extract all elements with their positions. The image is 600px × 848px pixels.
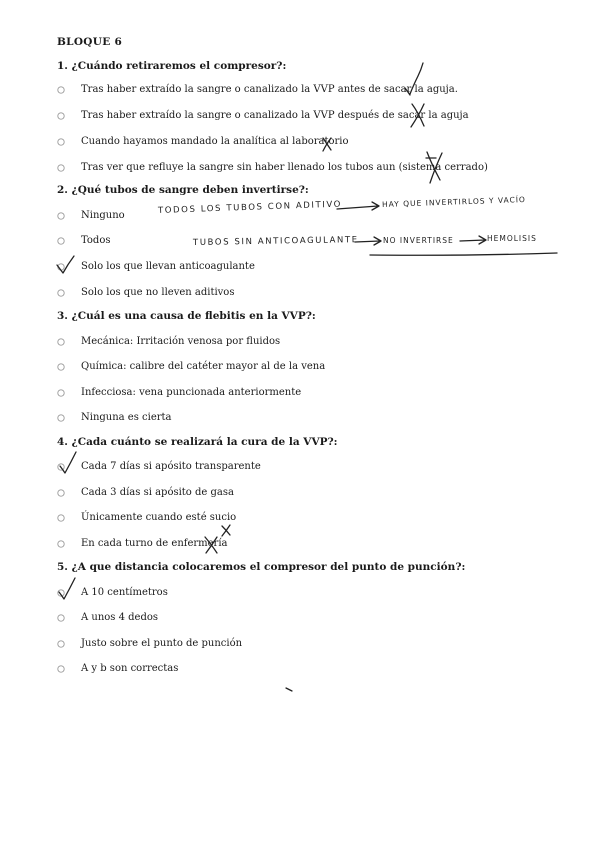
- radio-button-icon[interactable]: [57, 164, 65, 172]
- radio-button-icon[interactable]: [57, 263, 65, 271]
- radio-button-icon[interactable]: [57, 237, 65, 245]
- option-label: Cada 3 días si apósito de gasa: [81, 487, 234, 498]
- option-label: Mecánica: Irritación venosa por fluidos: [81, 336, 281, 347]
- radio-button-icon[interactable]: [57, 665, 65, 673]
- arrow-right-icon: [337, 206, 378, 209]
- stray-ink-mark: [286, 688, 292, 691]
- option-label: Solo los que llevan anticoagulante: [81, 261, 255, 272]
- radio-button-icon[interactable]: [57, 589, 65, 597]
- question-2-text: 2. ¿Qué tubos de sangre deben invertirse?:: [57, 184, 309, 196]
- option-label: Únicamente cuando esté sucio: [81, 512, 237, 523]
- radio-button-icon[interactable]: [57, 338, 65, 346]
- option-label: A y b son correctas: [81, 663, 179, 674]
- option-label: Justo sobre el punto de punción: [81, 638, 243, 649]
- handwritten-note-1b: HAY QUE INVERTIRLOS Y VACÍO: [381, 194, 527, 209]
- radio-button-icon[interactable]: [57, 463, 65, 471]
- cross-mark-icon: [222, 526, 230, 535]
- option-label: Ninguno: [81, 210, 125, 221]
- radio-button-icon[interactable]: [57, 112, 65, 120]
- radio-button-icon[interactable]: [57, 86, 65, 94]
- option-label: Tras ver que refluye la sangre sin haber llenado los tubos aun (sistema cerrado): [81, 162, 488, 173]
- question-4-text: 4. ¿Cada cuánto se realizará la cura de la VVP?:: [57, 436, 338, 448]
- option-label: Infecciosa: vena puncionada anteriormente: [81, 387, 302, 398]
- radio-button-icon[interactable]: [57, 212, 65, 220]
- option-label: Tras haber extraído la sangre o canalizado la VVP antes de sacar la aguja.: [81, 84, 458, 95]
- option-label: En cada turno de enfermería: [81, 538, 228, 549]
- arrow-right-icon: [460, 240, 485, 241]
- option-label: Cuando hayamos mandado la analítica al laboratorio: [81, 136, 349, 147]
- option-label: A 10 centímetros: [81, 587, 168, 598]
- question-3-text: 3. ¿Cuál es una causa de flebitis en la VVP?:: [57, 310, 316, 322]
- question-1-text: 1. ¿Cuándo retiraremos el compresor?:: [57, 60, 287, 72]
- radio-button-icon[interactable]: [57, 363, 65, 371]
- handwritten-note-2c: HEMOLISIS: [487, 234, 537, 243]
- handwritten-note-2a: TUBOS SIN ANTICOAGULANTE: [192, 235, 359, 248]
- option-label: Tras haber extraído la sangre o canalizado la VVP después de sacar la aguja: [81, 110, 469, 121]
- radio-button-icon[interactable]: [57, 138, 65, 146]
- question-5-text: 5. ¿A que distancia colocaremos el compresor del punto de punción?:: [57, 561, 466, 573]
- radio-button-icon[interactable]: [57, 489, 65, 497]
- option-label: Todos: [81, 235, 111, 246]
- handwritten-note-2b: NO INVERTIRSE: [383, 236, 454, 245]
- option-label: A unos 4 dedos: [81, 612, 159, 623]
- radio-button-icon[interactable]: [57, 414, 65, 422]
- option-label: Ninguna es cierta: [81, 412, 172, 423]
- radio-button-icon[interactable]: [57, 514, 65, 522]
- option-label: Cada 7 días si apósito transparente: [81, 461, 261, 472]
- radio-button-icon[interactable]: [57, 614, 65, 622]
- radio-button-icon[interactable]: [57, 540, 65, 548]
- option-label: Química: calibre del catéter mayor al de la vena: [81, 361, 326, 372]
- block-title: BLOQUE 6: [57, 36, 123, 48]
- radio-button-icon[interactable]: [57, 640, 65, 648]
- handwritten-note-1a: TODOS LOS TUBOS CON ADITIVO: [157, 199, 343, 216]
- radio-button-icon[interactable]: [57, 389, 65, 397]
- option-label: Solo los que no lleven aditivos: [81, 287, 235, 298]
- radio-button-icon[interactable]: [57, 289, 65, 297]
- underline-mark: [370, 253, 557, 255]
